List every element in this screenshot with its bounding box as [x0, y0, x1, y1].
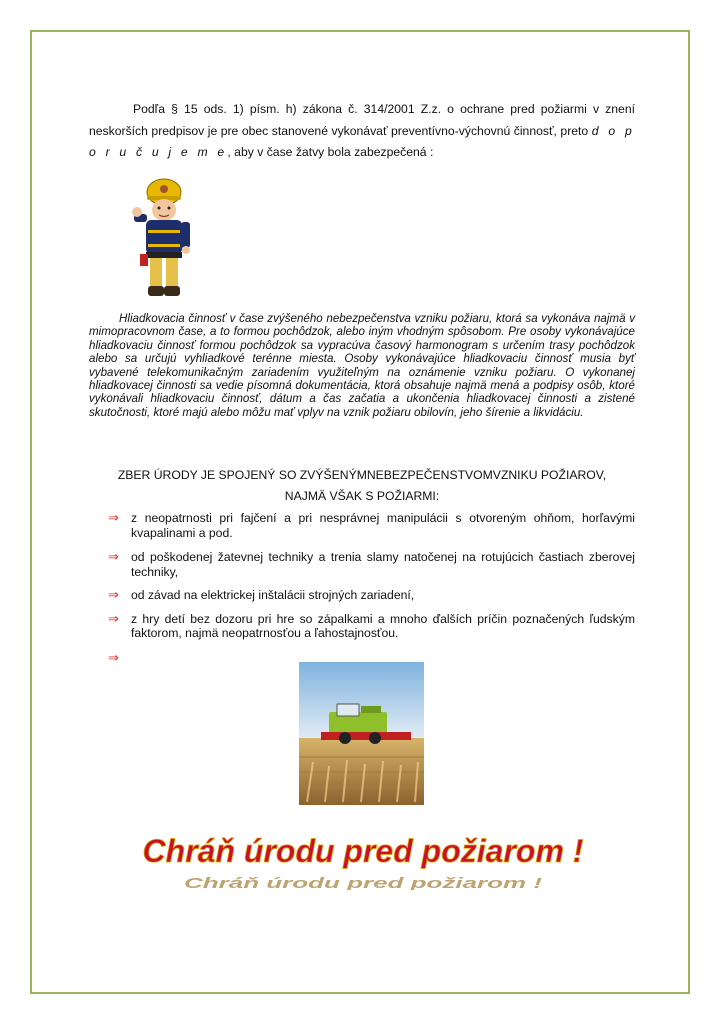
patrol-paragraph: Hliadkovacia činnosť v čase zvýšeného nebezpečenstva vzniku požiaru, ktorá sa vykonáva najmä v mimopracovnom čase, a to formou pochôdzok, alebo iným vhodným spôsobom. Pre osoby vykonávajúce hliadkovaciu činnosť formou pochôdzok sa vypracúva časový harmonogram s určením trasy pochôdzok alebo sa určujú vyhliadkové terénne miesta. Osoby vykonávajúce hliadkovaciu činnosť musia byť vybavené telekomunikačným zariadením využiteľným na oznámenie vzniku požiaru. O vykonanej hliadkovacej činnosti sa vedie písomná dokumentácia, ktorá obsahuje najmä mená a podpisy osôb, ktoré vykonávali hliadkovaciu činnosť, dátum a čas začatia a ukončenia hliadkovacej činnosti a zistené skutočnosti, ktoré majú alebo môžu mať vplyv na vznik požiaru obilovín, jeho šírenie a likvidáciu.	[89, 312, 635, 419]
section-heading-line2: NAJMÄ VŠAK S POŽIARMI:	[284, 489, 440, 503]
slogan-wordart	[128, 828, 598, 890]
arrow-bullet-icon: ⇒	[108, 649, 119, 665]
intro-lead: Podľa § 15 ods. 1) písm. h) zákona č. 314/2001 Z.z. o ochrane pred požiarmi v znení neskorších predpisov je pre obec stanovené vykonávať preventívno-výchovnú činnosť, preto	[89, 102, 635, 138]
arrow-bullet-icon: ⇒	[108, 549, 119, 564]
arrow-bullet-icon: ⇒	[108, 587, 119, 602]
list-item-text: z hry detí bez dozoru pri hre so zápalkami a mnoho ďalších príčin poznačených ľudským faktorom, najmä neopatrnosťou a ľahostajnosťou.	[131, 611, 635, 640]
intro-tail: , aby v čase žatvy bola zabezpečená :	[227, 145, 434, 159]
slogan-text: Chráň úrodu pred požiarom !	[142, 833, 584, 869]
list-item	[108, 588, 635, 603]
arrow-bullet-icon: ⇒	[108, 510, 119, 525]
list-item-text: z neopatrnosti pri fajčení a pri nesprávnej manipulácii s otvoreným ohňom, horľavými kvapalinami a pod.	[131, 511, 635, 540]
list-item-text: od poškodenej žatevnej techniky a trenia slamy natočenej na rotujúcich častiach zberovej techniky,	[131, 550, 635, 579]
slogan-shadow: Chráň úrodu pred požiarom !	[184, 875, 543, 890]
list-item	[108, 511, 635, 540]
combine-harvester-photo	[299, 662, 424, 805]
arrow-bullet-icon: ⇒	[108, 610, 119, 626]
fire-causes-list	[108, 511, 635, 665]
intro-spaced-word: d o p o r u č u j e m e	[89, 123, 636, 159]
fireman-illustration	[128, 174, 200, 304]
section-heading-line1: ZBER ÚRODY JE SPOJENÝ SO ZVÝŠENÝMNEBEZPEČENSTVOMVZNIKU POŽIAROV,	[117, 468, 607, 482]
list-item-text: od závad na elektrickej inštalácii strojných zariadení,	[131, 588, 415, 602]
list-item	[108, 612, 635, 641]
intro-paragraph	[89, 99, 635, 164]
list-item	[108, 550, 635, 579]
